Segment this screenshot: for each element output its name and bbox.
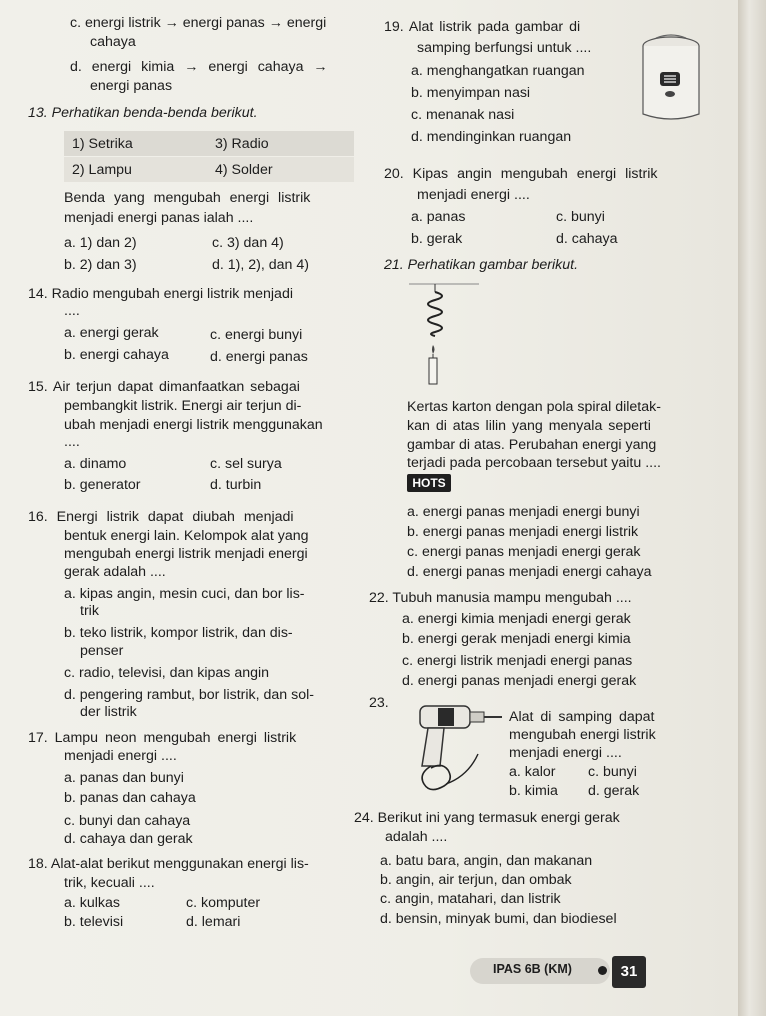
q16-option-b-line1[interactable]: b. teko listrik, kompor listrik, dan dis- [64, 625, 293, 641]
q18-option-c[interactable]: c. komputer [186, 895, 261, 911]
q21-option-c[interactable]: c. energi panas menjadi energi gerak [407, 544, 641, 560]
q21-option-a[interactable]: a. energi panas menjadi energi bunyi [407, 504, 640, 520]
q13-question-line2: menjadi energi panas ialah .... [64, 210, 254, 226]
q21-text-line3: gambar di atas. Perubahan energi yang [407, 437, 657, 453]
hots-badge: HOTS [407, 474, 451, 492]
q23-stem-line2: mengubah energi listrik [509, 727, 656, 743]
q16-stem-line2: bentuk energi lain. Kelompok alat yang [64, 528, 309, 544]
q18-option-a[interactable]: a. kulkas [64, 895, 120, 911]
q14-option-a[interactable]: a. energi gerak [64, 325, 159, 341]
q18-stem-line1: 18. Alat-alat berikut menggunakan energi lis- [28, 856, 309, 872]
q21-stem: 21. Perhatikan gambar berikut. [384, 257, 579, 273]
q21-option-d[interactable]: d. energi panas menjadi energi cahaya [407, 564, 652, 580]
q16-stem-line4: gerak adalah .... [64, 564, 166, 580]
q23-stem-line1: Alat di samping dapat [509, 709, 655, 725]
q13-option-d[interactable]: d. 1), 2), dan 4) [212, 257, 309, 273]
q23-option-d[interactable]: d. gerak [588, 783, 640, 799]
page-edge [738, 0, 766, 1016]
q13-item-1: 1) Setrika [72, 136, 133, 152]
q23-option-b[interactable]: b. kimia [509, 783, 558, 799]
q14-option-d[interactable]: d. energi panas [210, 349, 308, 365]
q17-option-b[interactable]: b. panas dan cahaya [64, 790, 196, 806]
q16-option-b-line2[interactable]: penser [80, 643, 124, 659]
q17-option-a[interactable]: a. panas dan bunyi [64, 770, 184, 786]
q16-option-d-line2[interactable]: der listrik [80, 704, 137, 720]
q24-option-b[interactable]: b. angin, air terjun, dan ombak [380, 872, 572, 888]
q24-stem-line2: adalah .... [385, 829, 448, 845]
q19-option-c[interactable]: c. menanak nasi [411, 107, 515, 123]
q13-option-b[interactable]: b. 2) dan 3) [64, 257, 137, 273]
q13-option-a[interactable]: a. 1) dan 2) [64, 235, 137, 251]
q20-stem-line1: 20. Kipas angin mengubah energi listrik [384, 166, 658, 182]
q13-question-line1: Benda yang mengubah energi listrik [64, 190, 311, 206]
q17-option-d[interactable]: d. cahaya dan gerak [64, 831, 193, 847]
q19-option-b[interactable]: b. menyimpan nasi [411, 85, 531, 101]
q15-option-c[interactable]: c. sel surya [210, 456, 282, 472]
q16-option-a-line1[interactable]: a. kipas angin, mesin cuci, dan bor lis- [64, 586, 305, 602]
page-number: 31 [612, 956, 646, 988]
q23-number: 23. [369, 695, 389, 711]
q12-option-c-line2: cahaya [90, 34, 136, 50]
q13-item-4: 4) Solder [215, 162, 273, 178]
q12-option-d-line1: d. energi kimia → energi cahaya → [70, 59, 328, 75]
q23-option-a[interactable]: a. kalor [509, 764, 556, 780]
q13-item-3: 3) Radio [215, 136, 269, 152]
q23-option-c[interactable]: c. bunyi [588, 764, 637, 780]
q21-text-line1: Kertas karton dengan pola spiral diletak- [407, 399, 661, 415]
q17-stem-line2: menjadi energi .... [64, 748, 177, 764]
q22-option-d[interactable]: d. energi panas menjadi energi gerak [402, 673, 637, 689]
q24-option-d[interactable]: d. bensin, minyak bumi, dan biodiesel [380, 911, 617, 927]
q19-stem-line1: 19. Alat listrik pada gambar di [384, 19, 581, 35]
q16-option-a-line2[interactable]: trik [80, 603, 99, 619]
q18-option-d[interactable]: d. lemari [186, 914, 241, 930]
q16-stem-line3: mengubah energi listrik menjadi energi [64, 546, 308, 562]
q23-stem-line3: menjadi energi .... [509, 745, 622, 761]
rice-cooker-illustration [636, 28, 706, 128]
q14-stem-line2: .... [64, 303, 80, 319]
q12-option-d-line2: energi panas [90, 78, 173, 94]
q21-text-line2: kan di atas lilin yang menyala seperti [407, 418, 651, 434]
q22-option-c[interactable]: c. energi listrik menjadi energi panas [402, 653, 633, 669]
q19-option-a[interactable]: a. menghangatkan ruangan [411, 63, 585, 79]
q19-stem-line2: samping berfungsi untuk .... [417, 40, 592, 56]
q14-option-c[interactable]: c. energi bunyi [210, 327, 303, 343]
footer-dot [598, 966, 607, 975]
q17-stem-line1: 17. Lampu neon mengubah energi listrik [28, 730, 297, 746]
electric-drill-illustration [398, 694, 508, 804]
spiral-candle-illustration [405, 278, 487, 390]
q17-option-c[interactable]: c. bunyi dan cahaya [64, 813, 191, 829]
q15-stem-line4: .... [64, 434, 80, 450]
q16-option-d-line1[interactable]: d. pengering rambut, bor listrik, dan sol- [64, 687, 314, 703]
q16-stem-line1: 16. Energi listrik dapat diubah menjadi [28, 509, 294, 525]
q13-option-c[interactable]: c. 3) dan 4) [212, 235, 284, 251]
q19-option-d[interactable]: d. mendinginkan ruangan [411, 129, 572, 145]
q20-option-a[interactable]: a. panas [411, 209, 466, 225]
q20-option-c[interactable]: c. bunyi [556, 209, 605, 225]
q24-option-c[interactable]: c. angin, matahari, dan listrik [380, 891, 561, 907]
q21-option-b[interactable]: b. energi panas menjadi energi listrik [407, 524, 639, 540]
q15-stem-line1: 15. Air terjun dapat dimanfaatkan sebagai [28, 379, 300, 395]
q24-option-a[interactable]: a. batu bara, angin, dan makanan [380, 853, 593, 869]
q20-option-d[interactable]: d. cahaya [556, 231, 618, 247]
q15-option-d[interactable]: d. turbin [210, 477, 262, 493]
q15-option-b[interactable]: b. generator [64, 477, 141, 493]
q14-stem-line1: 14. Radio mengubah energi listrik menjadi [28, 286, 293, 302]
q18-option-b[interactable]: b. televisi [64, 914, 124, 930]
q21-text-line4: terjadi pada percobaan tersebut yaitu .... [407, 455, 661, 471]
q22-stem: 22. Tubuh manusia mampu mengubah .... [369, 590, 632, 606]
q13-item-2: 2) Lampu [72, 162, 132, 178]
q12-option-c-line1: c. energi listrik → energi panas → energi [70, 15, 327, 31]
q18-stem-line2: trik, kecuali .... [64, 875, 155, 891]
q14-option-b[interactable]: b. energi cahaya [64, 347, 169, 363]
q24-stem-line1: 24. Berikut ini yang termasuk energi gerak [354, 810, 620, 826]
q13-stem: 13. Perhatikan benda-benda berikut. [28, 105, 258, 121]
q20-option-b[interactable]: b. gerak [411, 231, 463, 247]
q16-option-c[interactable]: c. radio, televisi, dan kipas angin [64, 665, 270, 681]
q22-option-a[interactable]: a. energi kimia menjadi energi gerak [402, 611, 631, 627]
book-label: IPAS 6B (KM) [493, 962, 572, 976]
q22-option-b[interactable]: b. energi gerak menjadi energi kimia [402, 631, 631, 647]
q15-stem-line2: pembangkit listrik. Energi air terjun di- [64, 398, 302, 414]
q15-option-a[interactable]: a. dinamo [64, 456, 127, 472]
q20-stem-line2: menjadi energi .... [417, 187, 530, 203]
q15-stem-line3: ubah menjadi energi listrik menggunakan [64, 417, 323, 433]
